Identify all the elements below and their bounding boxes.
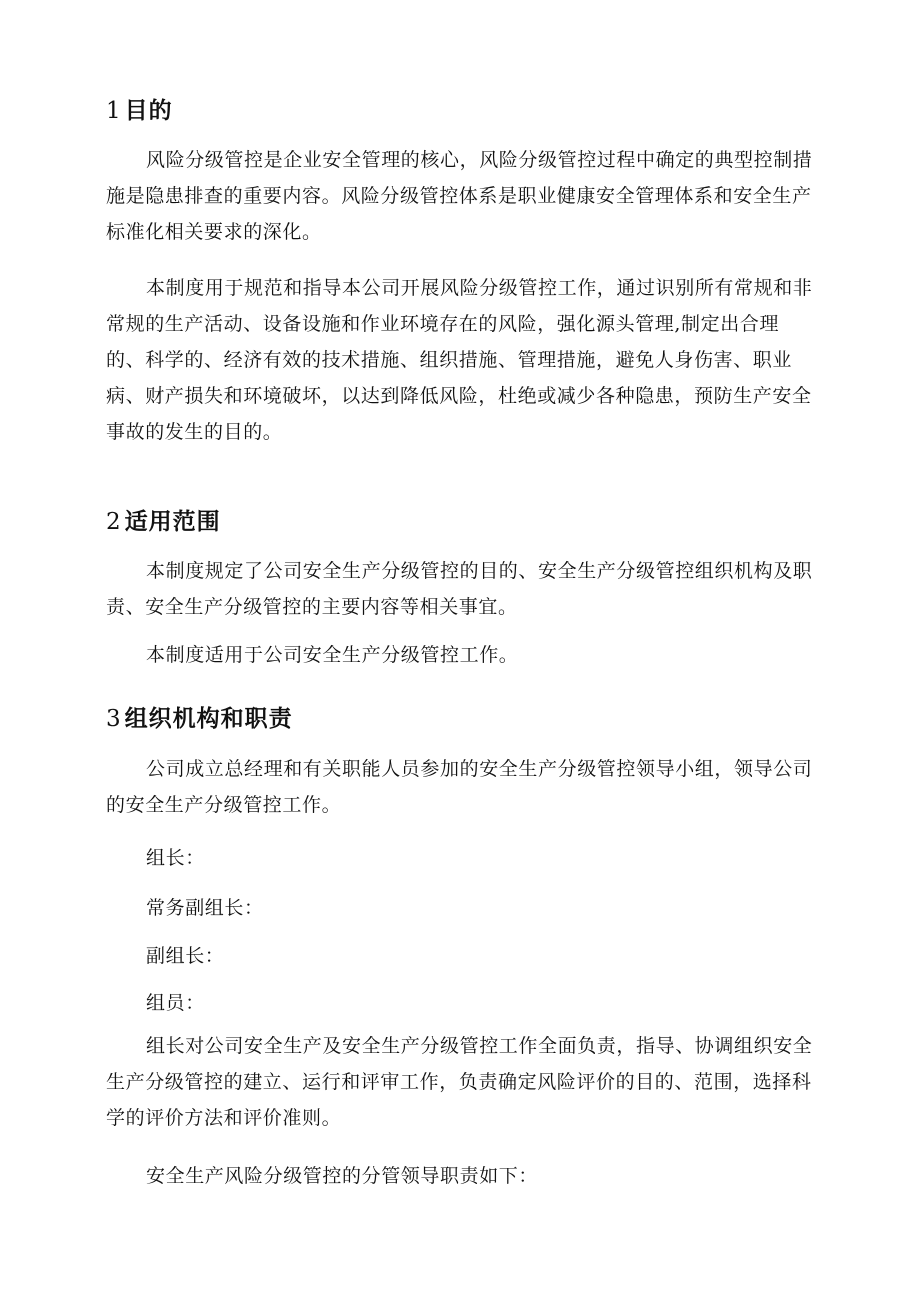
- text-line: 本制度适用于公司安全生产分级管控工作。: [146, 644, 519, 666]
- section-1-heading: [106, 96, 173, 126]
- leader-label: [106, 840, 836, 876]
- section-3-heading: [106, 704, 293, 734]
- paragraph-1-1: [106, 142, 836, 250]
- text-line: 安全生产风险分级管控的分管领导职责如下：: [146, 1165, 539, 1187]
- executive-deputy-leader-label: [106, 890, 836, 926]
- paragraph-3-7: [106, 1158, 836, 1194]
- paragraph-3-1: [106, 751, 836, 823]
- section-number: 2: [106, 509, 122, 535]
- text-line: 公司成立总经理和有关职能人员参加的安全生产分级管控领导小组，领导公司: [146, 758, 813, 780]
- deputy-leader-label: [106, 938, 836, 974]
- text-line: 施是隐患排查的重要内容。风险分级管控体系是职业健康安全管理体系和安全生产: [106, 185, 812, 207]
- paragraph-3-6: [106, 1028, 836, 1136]
- paragraph-2-1: [106, 553, 836, 625]
- section-number: 1: [106, 98, 122, 124]
- text-line: 本制度用于规范和指导本公司开展风险分级管控工作，通过识别所有常规和非: [146, 277, 813, 299]
- section-title: 目的: [124, 97, 173, 124]
- text-line: 的、科学的、经济有效的技术措施、组织措施、管理措施，避免人身伤害、职业: [106, 349, 793, 371]
- text-line: 常务副组长：: [146, 897, 264, 919]
- text-line: 组长对公司安全生产及安全生产分级管控工作全面负责，指导、协调组织安全: [146, 1035, 813, 1057]
- section-title: 适用范围: [124, 508, 221, 535]
- paragraph-2-2: [106, 637, 836, 673]
- text-line: 标准化相关要求的深化。: [106, 221, 322, 243]
- text-line: 的安全生产分级管控工作。: [106, 794, 342, 816]
- text-line: 本制度规定了公司安全生产分级管控的目的、安全生产分级管控组织机构及职: [146, 560, 813, 582]
- text-line: 事故的发生的目的。: [106, 421, 283, 443]
- members-label: [106, 985, 836, 1021]
- text-line: 组长：: [146, 847, 205, 869]
- section-title: 组织机构和职责: [124, 705, 293, 732]
- section-2-heading: [106, 507, 221, 537]
- paragraph-1-2: [106, 270, 836, 450]
- text-line: 学的评价方法和评价准则。: [106, 1107, 342, 1129]
- section-number: 3: [106, 706, 122, 732]
- text-line: 副组长：: [146, 945, 225, 967]
- text-line: 组员：: [146, 992, 205, 1014]
- text-line: 生产分级管控的建立、运行和评审工作，负责确定风险评价的目的、范围，选择科: [106, 1071, 812, 1093]
- text-line: 常规的生产活动、设备设施和作业环境存在的风险，强化源头管理,制定出合理: [106, 313, 780, 335]
- text-line: 病、财产损失和环境破坏，以达到降低风险，杜绝或减少各种隐患，预防生产安全: [106, 385, 812, 407]
- text-line: 风险分级管控是企业安全管理的核心，风险分级管控过程中确定的典型控制措: [146, 149, 813, 171]
- text-line: 责、安全生产分级管控的主要内容等相关事宜。: [106, 596, 518, 618]
